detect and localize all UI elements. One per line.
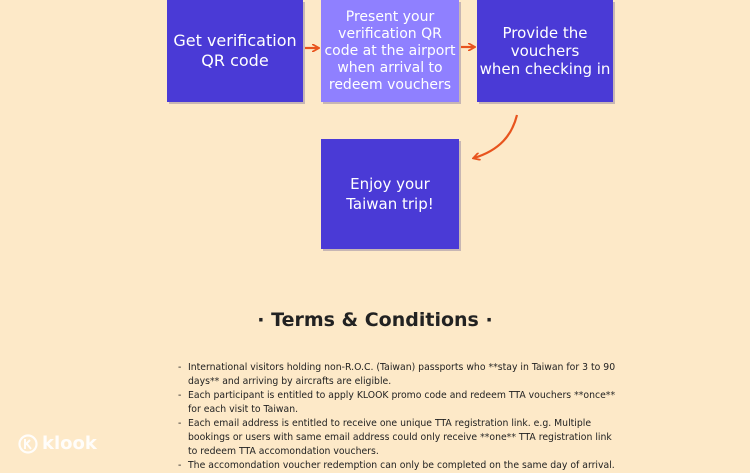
klook-logo-icon xyxy=(18,434,38,454)
step-line: vouchers xyxy=(510,42,580,60)
step-text xyxy=(173,31,296,71)
terms-list xyxy=(178,361,623,473)
logo-text: klook xyxy=(42,433,97,454)
step-get-qr-code xyxy=(167,0,303,102)
step-line: when checking in xyxy=(479,60,611,78)
step-line: Provide the xyxy=(502,24,588,42)
step-line: Enjoy your xyxy=(350,175,430,193)
step-line: QR code xyxy=(201,51,269,70)
step-line: Present your xyxy=(345,8,435,25)
step-line: redeem vouchers xyxy=(328,76,452,93)
terms-item: - International visitors holding non-R.O.C. (Taiwan) passports who **stay in Taiwan for 3 to 90 days** and arriving by aircrafts are eligible. xyxy=(178,361,623,389)
terms-item: - The accomondation voucher redemption can only be completed on the same day of arrival. xyxy=(178,459,623,473)
step-line: Get verification xyxy=(173,31,297,50)
step-text xyxy=(346,174,434,214)
step-present-qr-code xyxy=(321,0,459,102)
step-line: Taiwan trip! xyxy=(346,195,434,213)
step-text xyxy=(324,9,455,94)
terms-item: - Each email address is entitled to receive one unique TTA registration link. e.g. Multiple bookings or users with same email address could only receive **one** TTA registration link to redeem TTA accomondation vouchers. xyxy=(178,417,623,459)
klook-logo xyxy=(18,433,97,454)
step-line: verification QR xyxy=(338,25,442,42)
step-text xyxy=(480,24,611,78)
arrow-curve-icon xyxy=(474,115,517,158)
step-line: code at the airport xyxy=(324,42,456,59)
step-enjoy-trip xyxy=(321,139,459,249)
step-provide-vouchers xyxy=(477,0,613,102)
terms-title: · Terms & Conditions · xyxy=(257,309,493,331)
terms-item: - Each participant is entitled to apply KLOOK promo code and redeem TTA vouchers **once** for each visit to Taiwan. xyxy=(178,389,623,417)
step-line: when arrival to xyxy=(337,59,443,76)
